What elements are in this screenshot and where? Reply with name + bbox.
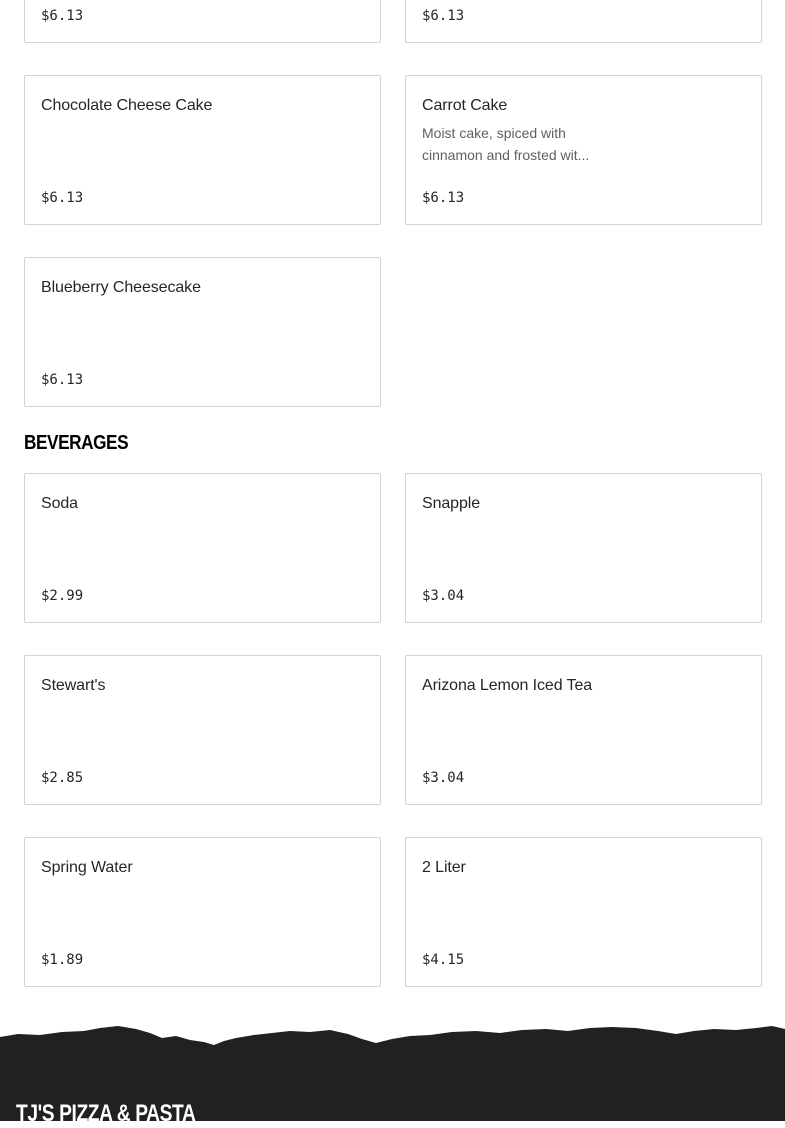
menu-item-card[interactable] xyxy=(405,0,762,43)
item-price: $4.15 xyxy=(422,952,465,968)
item-price: $6.13 xyxy=(422,8,465,24)
item-price: $2.85 xyxy=(41,770,84,786)
item-name: 2 Liter xyxy=(422,859,466,876)
footer-brand-name[interactable]: TJ'S PIZZA & PASTA xyxy=(16,1100,196,1127)
item-name: Stewart's xyxy=(41,677,106,694)
item-price: $2.99 xyxy=(41,588,84,604)
item-price: $6.13 xyxy=(41,190,84,206)
menu-item-card-chocolate-cheese-cake[interactable] xyxy=(24,75,381,225)
item-name: Soda xyxy=(41,495,78,512)
menu-item-card-stewarts[interactable] xyxy=(24,655,381,805)
menu-item-card-snapple[interactable] xyxy=(405,473,762,623)
section-title-beverages: BEVERAGES xyxy=(24,432,129,454)
item-price: $3.04 xyxy=(422,770,465,786)
item-price: $3.04 xyxy=(422,588,465,604)
item-price: $6.13 xyxy=(41,372,84,388)
menu-item-card[interactable] xyxy=(24,0,381,43)
menu-item-card-soda[interactable] xyxy=(24,473,381,623)
menu-item-card-arizona-lemon-iced-tea[interactable] xyxy=(405,655,762,805)
menu-item-card-carrot-cake[interactable] xyxy=(405,75,762,225)
item-name: Spring Water xyxy=(41,859,133,876)
item-description: Moist cake, spiced with cinnamon and frosted wit... xyxy=(422,125,590,163)
menu-item-card-spring-water[interactable] xyxy=(24,837,381,987)
site-footer xyxy=(0,1020,785,1127)
item-price: $6.13 xyxy=(41,8,84,24)
item-name: Chocolate Cheese Cake xyxy=(41,97,213,114)
item-name: Blueberry Cheesecake xyxy=(41,279,201,296)
item-name: Carrot Cake xyxy=(422,97,508,114)
item-price: $6.13 xyxy=(422,190,465,206)
menu-item-card-2-liter[interactable] xyxy=(405,837,762,987)
menu-item-card-blueberry-cheesecake[interactable] xyxy=(24,257,381,407)
item-name: Snapple xyxy=(422,495,481,512)
item-price: $1.89 xyxy=(41,952,84,968)
item-name: Arizona Lemon Iced Tea xyxy=(422,677,593,694)
